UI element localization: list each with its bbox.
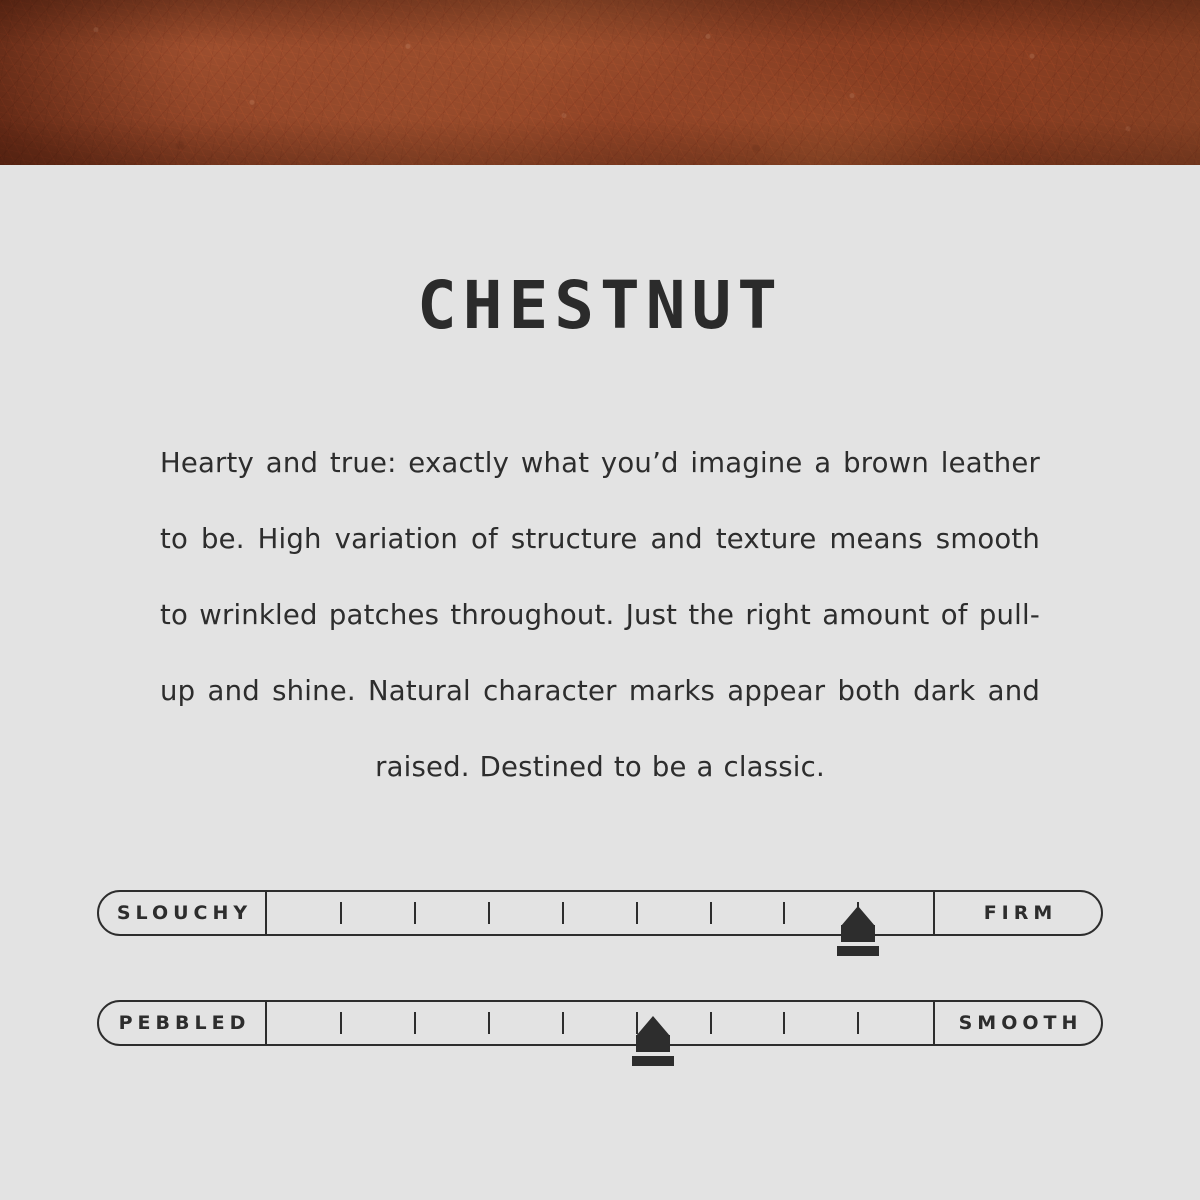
marker-stem-icon [841,925,875,942]
scale-tick [414,1012,416,1034]
scale-texture-track[interactable] [267,1002,933,1044]
scale-tick [636,902,638,924]
scale-structure-track[interactable] [267,892,933,934]
leather-swatch-image [0,0,1200,165]
scales-group [0,890,1200,1110]
scale-texture-right-label: SMOOTH [933,1002,1101,1044]
scale-tick [710,1012,712,1034]
description-text: Hearty and true: exactly what you’d imagine a brown leather to be. High variation of structure and texture means smooth to wrinkled patches throughout. Just the right amount of pull-up and shine. Natural character marks appear both dark and raised. Destined to be a classic. [160,447,1040,783]
scale-tick [488,902,490,924]
scale-tick [710,902,712,924]
scale-row-texture [0,1000,1200,1110]
scale-structure-right-label: FIRM [933,892,1101,934]
scale-tick [488,1012,490,1034]
scale-tick [857,1012,859,1034]
scale-texture-marker[interactable] [632,1016,674,1078]
scale-structure[interactable] [97,890,1103,936]
page-title: CHESTNUT [417,267,783,344]
scale-structure-left-label: SLOUCHY [99,892,267,934]
scale-structure-marker[interactable] [837,906,879,968]
scale-tick [562,902,564,924]
scale-tick [340,902,342,924]
scale-tick [414,902,416,924]
scale-texture-left-label: PEBBLED [99,1002,267,1044]
scale-texture[interactable] [97,1000,1103,1046]
scale-tick [783,902,785,924]
marker-pin-icon [841,906,875,926]
marker-base-icon [837,946,879,956]
scale-row-structure [0,890,1200,1000]
leather-vignette-layer [0,0,1200,165]
scale-tick [783,1012,785,1034]
card-content [0,165,1200,805]
marker-base-icon [632,1056,674,1066]
scale-tick [562,1012,564,1034]
marker-pin-icon [636,1016,670,1036]
scale-tick [340,1012,342,1034]
marker-stem-icon [636,1035,670,1052]
